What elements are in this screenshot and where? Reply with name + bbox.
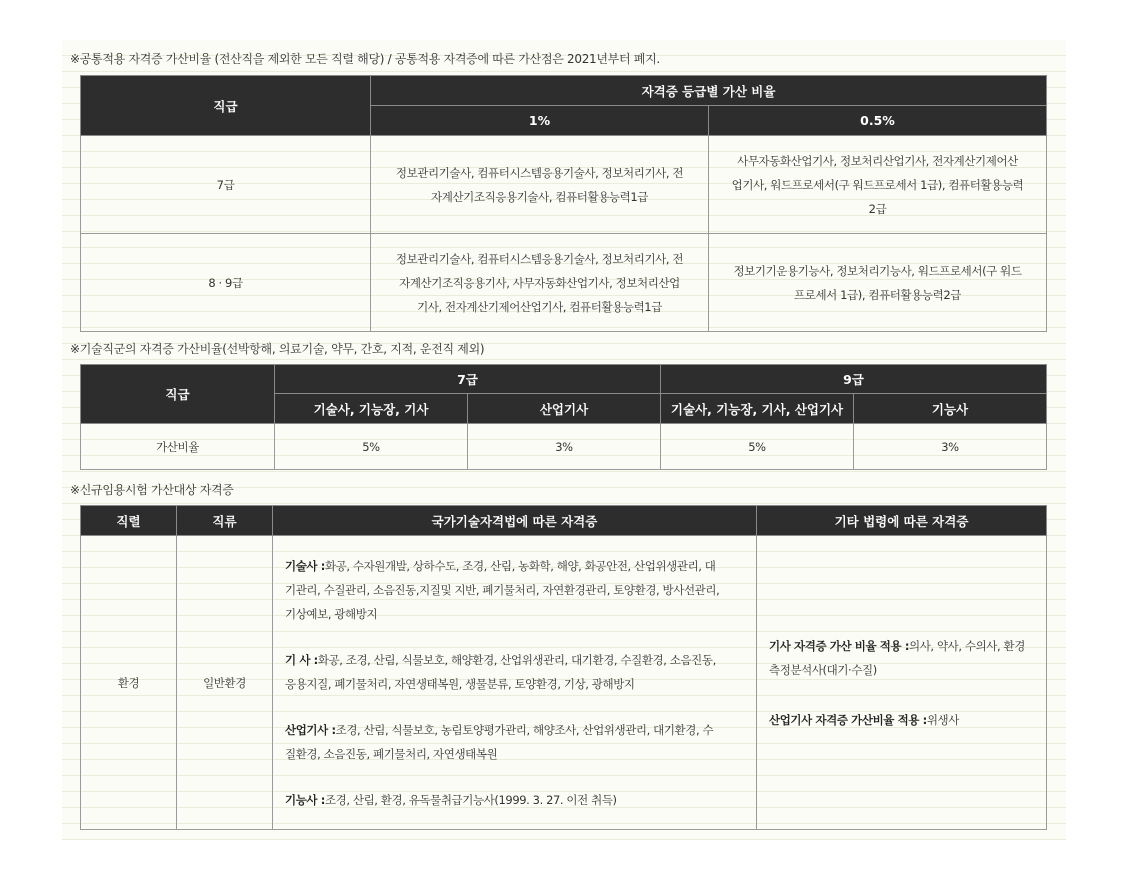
engineer-pro-label: 기술사 : — [285, 558, 325, 573]
text-line: 측정분석사(대기·수질) — [769, 662, 877, 677]
grade-cell: 7급 — [81, 136, 371, 234]
text-line: 정보관리기술사, 컴퓨터시스템응용기술사, 정보처리기사, 전 — [395, 165, 684, 180]
text-line: 2급 — [868, 201, 887, 216]
text-line: 화공, 수자원개발, 상하수도, 조경, 산림, 농화학, 해양, 화공안전, 산업위생관리, 대 — [324, 558, 716, 573]
note-common-cert: ※공통적용 자격증 가산비율 (전산직을 제외한 모든 직렬 해당) / 공통적용 자격증에 따른 가산점은 2021년부터 폐지. — [70, 52, 660, 66]
grade9-header: 9급 — [661, 365, 1047, 394]
col-05pct: 0.5% — [709, 106, 1047, 136]
common-cert-table — [80, 75, 1047, 332]
text-line: 화공, 조경, 산림, 식물보호, 해양환경, 산업위생관리, 대기환경, 수질환경, 소음진동, — [317, 652, 716, 667]
text-line: 기상예보, 광해방지 — [285, 606, 378, 621]
one-pct-cell — [371, 136, 709, 234]
half-pct-cell — [709, 136, 1047, 234]
industrial-ratio-block — [769, 708, 1034, 732]
grade-cell: 8 · 9급 — [81, 234, 371, 332]
text-line: 질환경, 소음진동, 폐기물처리, 자연생태복원 — [285, 746, 498, 761]
engineer-label: 기 사 : — [285, 652, 318, 667]
text-line: 사무자동화산업기사, 정보처리산업기사, 전자계산기제어산 — [737, 153, 1018, 168]
value-cell: 5% — [275, 424, 468, 470]
craftsman-block — [285, 788, 744, 812]
grade7-header: 7급 — [275, 365, 661, 394]
text-line: 자계산기조직응용기술사, 컴퓨터활용능력1급 — [431, 189, 648, 204]
text-line: 위생사 — [926, 712, 959, 727]
table-row — [81, 136, 1047, 234]
other-cert-cell — [757, 536, 1047, 830]
text-line: 조경, 산림, 환경, 유독물취급기능사(1999. 3. 27. 이전 취득) — [324, 792, 617, 807]
industrial-engineer-block — [285, 718, 744, 766]
new-exam-cert-table — [80, 505, 1047, 830]
engineer-ratio-block — [769, 634, 1034, 682]
text-line: 정보기기운용기능사, 정보처리기능사, 워드프로세서(구 워드 — [733, 263, 1022, 278]
table-row — [81, 536, 1047, 830]
sub-header: 산업기사 — [468, 394, 661, 424]
grade-header: 직급 — [81, 76, 371, 136]
value-cell: 3% — [468, 424, 661, 470]
row-label: 가산비율 — [81, 424, 275, 470]
text-line: 의사, 약사, 수의사, 환경 — [909, 638, 1025, 653]
half-pct-cell — [709, 234, 1047, 332]
series-cell: 환경 — [81, 536, 177, 830]
text-line: 자계산기조직응용기사, 사무자동화산업기사, 정보처리산업 — [399, 275, 680, 290]
value-cell: 5% — [661, 424, 854, 470]
col-1pct: 1% — [371, 106, 709, 136]
text-line: 업기사, 워드프로세서(구 워드프로세서 1급), 컴퓨터활용능력 — [731, 177, 1024, 192]
one-pct-cell — [371, 234, 709, 332]
grade-header: 직급 — [81, 365, 275, 424]
note-new-cert: ※신규임용시험 가산대상 자격증 — [70, 483, 234, 497]
ratio-header: 자격증 등급별 가산 비율 — [371, 76, 1047, 106]
national-header: 국가기술자격법에 따른 자격증 — [273, 506, 757, 536]
sub-header: 기능사 — [854, 394, 1047, 424]
sub-header: 기술사, 기능장, 기사 — [275, 394, 468, 424]
engineer-pro-block — [285, 554, 744, 626]
type-header: 직류 — [177, 506, 273, 536]
table-row — [81, 234, 1047, 332]
sub-header: 기술사, 기능장, 기사, 산업기사 — [661, 394, 854, 424]
type-cell: 일반환경 — [177, 536, 273, 830]
text-line: 정보관리기술사, 컴퓨터시스템응용기술사, 정보처리기사, 전 — [395, 251, 684, 266]
engineer-block — [285, 648, 744, 696]
tech-cert-table — [80, 364, 1047, 470]
text-line: 기관리, 수질관리, 소음진동,지질및 지반, 폐기물처리, 자연환경관리, 토양환경, 방사선관리, — [285, 582, 720, 597]
craftsman-label: 기능사 : — [285, 792, 325, 807]
value-cell: 3% — [854, 424, 1047, 470]
national-cert-cell — [273, 536, 757, 830]
table-row — [81, 424, 1047, 470]
text-line: 프로세서 1급), 컴퓨터활용능력2급 — [794, 287, 961, 302]
note-tech-cert: ※기술직군의 자격증 가산비율(선박항해, 의료기술, 약무, 간호, 지적, 운전직 제외) — [70, 342, 485, 356]
text-line: 응용지질, 폐기물처리, 자연생태복원, 생물분류, 토양환경, 기상, 광해방지 — [285, 676, 635, 691]
other-header: 기타 법령에 따른 자격증 — [757, 506, 1047, 536]
series-header: 직렬 — [81, 506, 177, 536]
engineer-ratio-label: 기사 자격증 가산 비율 적용 : — [769, 638, 910, 653]
text-line: 조경, 산림, 식물보호, 농림토양평가관리, 해양조사, 산업위생관리, 대기환경, 수 — [335, 722, 714, 737]
industrial-engineer-label: 산업기사 : — [285, 722, 336, 737]
industrial-ratio-label: 산업기사 자격증 가산비율 적용 : — [769, 712, 927, 727]
text-line: 기사, 전자계산기제어산업기사, 컴퓨터활용능력1급 — [417, 299, 662, 314]
